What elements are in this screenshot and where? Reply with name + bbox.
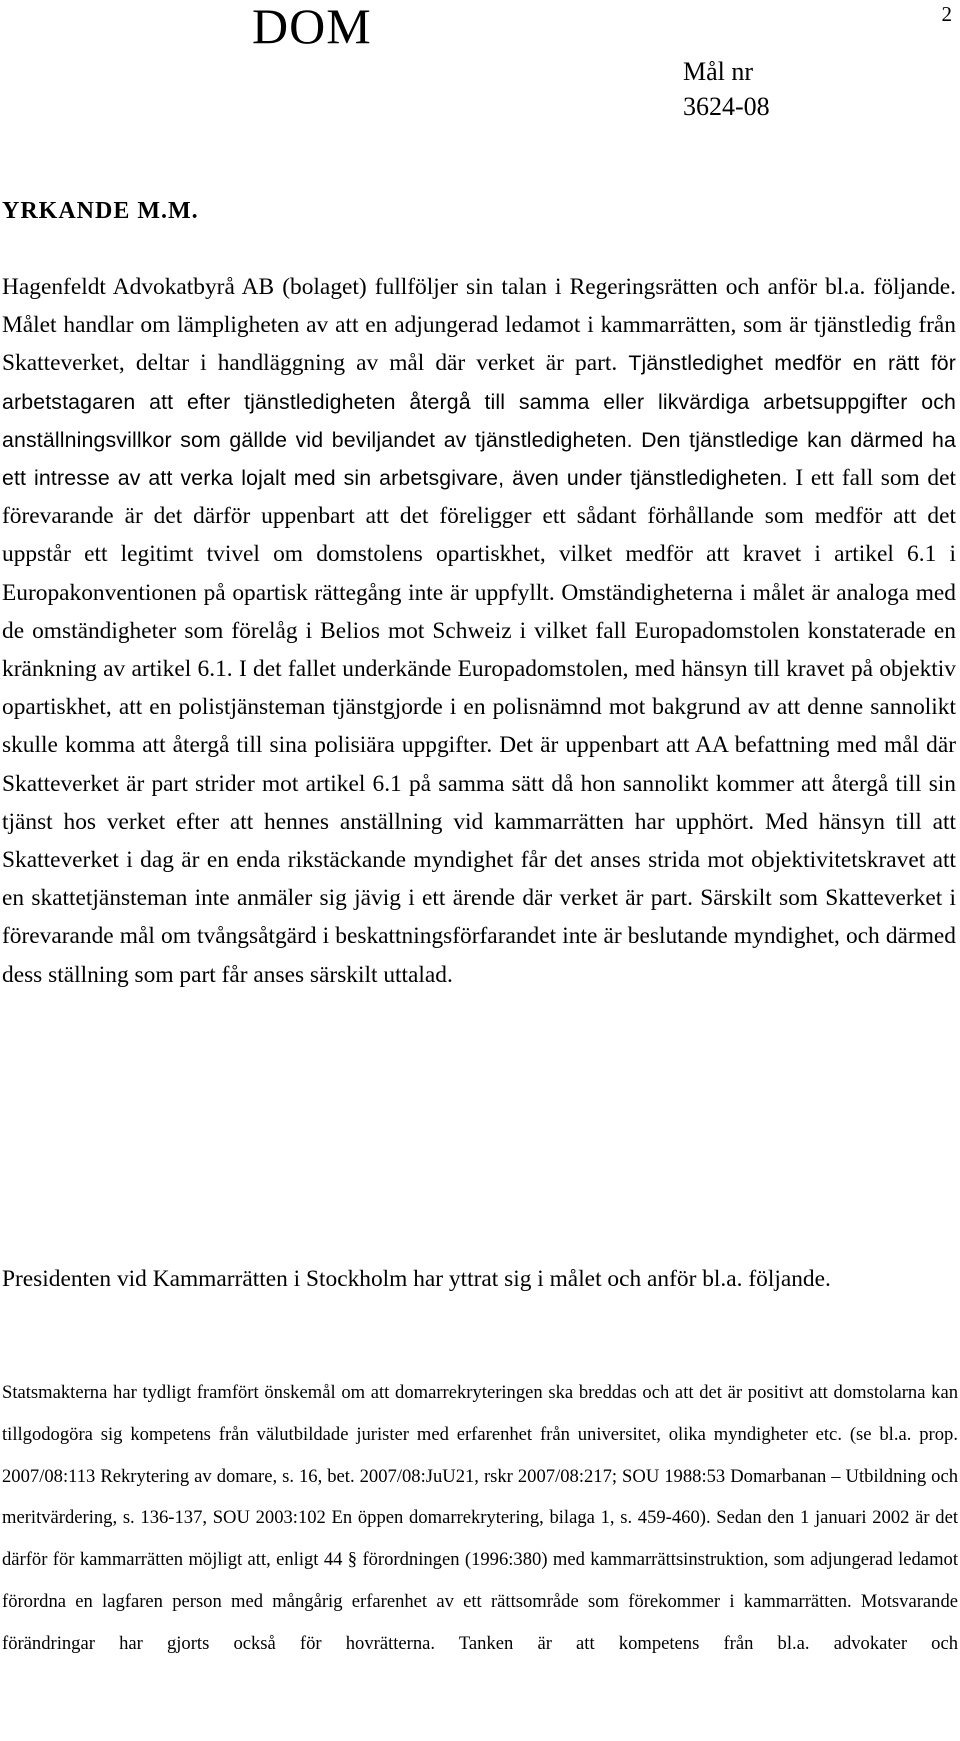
claim-body: Målet handlar om lämpligheten av att en adjungerad ledamot i kammarrätten, som är tjänstledig från Skatteverket, deltar i handläggning av mål där verket är part. [2, 312, 956, 377]
document-title: DOM [252, 0, 372, 54]
claim-leave-explanation: Tjänstledighet medför en rätt för arbetstagaren att efter tjänstledigheten återgå till samma eller likvärdiga arbetsuppgifter och anställningsvillkor som gällde vid beviljandet av tjänstledigheten. Den tjänstledige kan därmed ha ett intresse av att verka lojalt med sin arbetsgivare, även under tjänstledigheten. [2, 351, 957, 491]
case-number: 3624-08 [683, 92, 770, 121]
page-number: 2 [941, 2, 952, 26]
claim-paragraph [2, 268, 956, 994]
claim-case-analysis: Omständigheterna i målet är analoga med de omständigheter som förelåg i Belios mot Schweiz i vilket fall Europadomstolen konstaterade en kränkning av artikel 6.1. I det fallet underkände Europadomstolen, med hänsyn till kravet på objektiv opartiskhet, att en polistjänsteman tjänstgjorde i en polisnämnd mot bakgrund av att denne sannolikt skulle komma att återgå till sina polisiära uppgifter. Det är uppenbart att AA befattning med mål där Skatteverket är part strider mot artikel 6.1 på samma sätt då hon sannolikt kommer att återgå till sin tjänst hos verket efter att hennes anställning vid kammarrätten har upphört. Med hänsyn till att Skatteverket i dag är en enda rikstäckande myndighet får det anses strida mot objektivitetskravet att en skattetjänsteman inte anmäler sig jävig i ett ärende där verket är part. Särskilt som Skatteverket i förevarande mål om tvångsåtgärd i beskattningsförfarandet inte är beslutande myndighet, och därmed dess ställning som part får anses särskilt uttalad. [2, 579, 956, 988]
president-quote-text: Statsmakterna har tydligt framfört önskemål om att domarrekryteringen ska breddas och att det är positivt att domstolarna kan tillgodogöra sig kompetens från välutbildade jurister med erfarenhet från universitet, olika myndigheter etc. (se bl.a. prop. 2007/08:113 Rekrytering av domare, s. 16, bet. 2007/08:JuU21, rskr 2007/08:217; SOU 1988:53 Domarbanan – Utbildning och meritvärdering, s. 136-137, SOU 2003:102 En öppen domarrekrytering, bilaga 1, s. 459-460). Sedan den 1 januari 2002 är det därför för kammarrätten möjligt att, enligt 44 § förordningen (1996:380) med kammarrättsinstruktion, som adjungerad ledamot förordna en lagfaren person med mångårig erfarenhet av ett rättsområde som förekommer i kammarrätten. Motsvarande förändringar har gjorts också för hovrätterna. Tanken är att kompetens från bl.a. advokater och [2, 1382, 958, 1654]
case-number-label: Mål nr [683, 57, 754, 86]
claim-intro: Hagenfeldt Advokatbyrå AB (bolaget) fullföljer sin talan i Regeringsrätten och anför bl.a. följande. [2, 274, 956, 300]
president-quote-paragraph [2, 1372, 958, 1706]
section-heading: YRKANDE M.M. [2, 198, 199, 224]
president-statement-paragraph: Presidenten vid Kammarrätten i Stockholm har yttrat sig i målet och anför bl.a. följande. [2, 1266, 831, 1292]
claim-conclusion: I ett fall som det förevarande är det därför uppenbart att det föreligger ett sådant förhållande som medför att det uppstår ett legitimt tvivel om domstolens opartiskhet, vilket medför att kravet i artikel 6.1 i Europakonventionen på opartisk rättegång inte är uppfyllt. [2, 465, 957, 606]
